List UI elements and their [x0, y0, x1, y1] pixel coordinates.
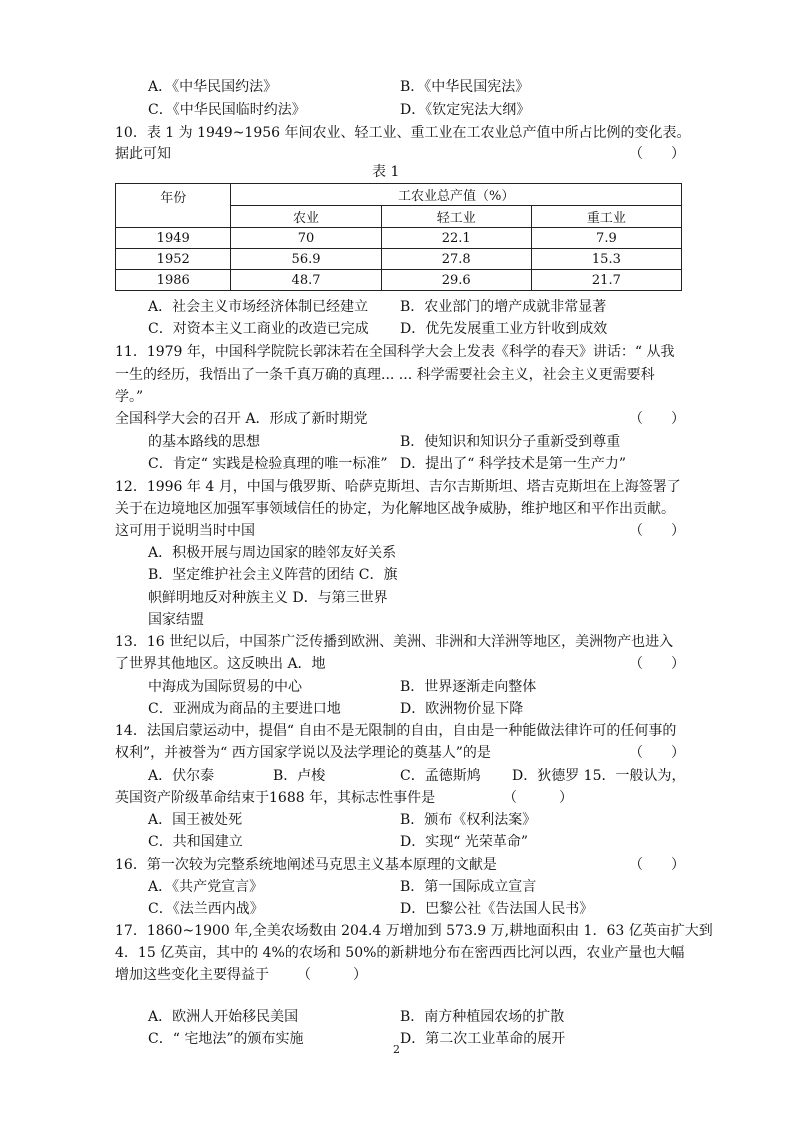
q12-option-cd: 帜鲜明地反对种族主义 D．与第三世界 [148, 590, 388, 606]
q17-stem-line1: 17．1860~1900 年,全美农场数由 204.4 万增加到 573.9 万,耕地面积由 1．63 亿英亩扩大到 [115, 923, 713, 939]
q10-answer-paren: （ ） [629, 146, 685, 162]
q11-answer-paren: （ ） [629, 411, 685, 427]
table-cell: 21.7 [531, 270, 681, 291]
q13-stem-line1: 13．16 世纪以后，中国茶广泛传播到欧洲、美洲、非洲和大洋洲等地区，美洲物产也进入 [115, 634, 674, 650]
table-cell-year: 1949 [116, 228, 231, 249]
q14-option-a: A．伏尔泰 [148, 768, 215, 784]
q14-option-d: D．狄德罗 15．一般认为， [512, 768, 686, 784]
q15-answer-paren: （ ） [503, 790, 573, 806]
q15-option-b: B．颁布《权利法案》 [400, 812, 537, 828]
q16-option-b: B．第一国际成立宣言 [400, 879, 537, 895]
q11-stem-line1: 11．1979 年，中国科学院院长郭沫若在全国科学大会上发表《科学的春天》讲话：“ 从我 [115, 344, 675, 360]
q12-stem-line2: 关于在边境地区加强军事领域信任的协定，为化解地区战争威胁，维护地区和平作出贡献。 [115, 501, 675, 517]
table-header-year: 年份 [116, 184, 231, 228]
table-cell: 56.9 [231, 249, 381, 270]
q14-stem-line2: 权利”，并被誉为“ 西方国家学说以及法学理论的奠基人”的是 [115, 745, 491, 761]
q14-answer-paren: （ ） [629, 745, 685, 761]
q11-option-c: C．肯定“ 实践是检验真理的唯一标准” [148, 456, 388, 472]
table-cell: 70 [231, 228, 381, 249]
table-cell-year: 1952 [116, 249, 231, 270]
table-cell: 29.6 [381, 270, 531, 291]
q10-stem-line1: 10．表 1 为 1949~1956 年间农业、轻工业、重工业在工农业总产值中所占比例的变化表。 [115, 125, 691, 141]
table-caption: 表 1 [372, 164, 400, 180]
table-header-group: 工农业总产值（%） [231, 184, 682, 206]
table-cell: 48.7 [231, 270, 381, 291]
q17-option-a: A．欧洲人开始移民美国 [148, 1009, 299, 1025]
table-header-agriculture: 农业 [231, 206, 381, 228]
q17-option-d: D．第二次工业革命的展开 [400, 1031, 566, 1047]
q16-answer-paren: （ ） [629, 857, 685, 873]
q17-option-b: B．南方种植园农场的扩散 [400, 1009, 565, 1025]
q11-stem-line2: 一生的经历，我悟出了一条千真万确的真理... ... 科学需要社会主义，社会主义更需要科 [115, 367, 655, 383]
q14-option-b: B．卢梭 [273, 768, 326, 784]
q17-stem-line3: 增加这些变化主要得益于 [115, 967, 269, 983]
q12-option-d-cont: 国家结盟 [148, 612, 204, 628]
q10-option-a: A．社会主义市场经济体制已经建立 [148, 299, 369, 315]
table-header-heavy-industry: 重工业 [531, 206, 681, 228]
q10-option-c: C．对资本主义工商业的改造已完成 [148, 321, 369, 337]
q16-option-d: D．巴黎公社《告法国人民书》 [400, 901, 594, 917]
table-cell: 22.1 [381, 228, 531, 249]
table-header-light-industry: 轻工业 [381, 206, 531, 228]
q16-option-c: C．《法兰西内战》 [148, 901, 264, 917]
q10-stem-line2: 据此可知 [115, 146, 171, 162]
table-row [116, 228, 682, 249]
q9-option-c: C．《中华民国临时约法》 [148, 102, 306, 118]
q12-option-b: B．坚定维护社会主义阵营的团结 C．旗 [148, 567, 398, 583]
table-cell: 7.9 [531, 228, 681, 249]
q16-option-a: A．《共产党宣言》 [148, 879, 264, 895]
q13-option-c: C．亚洲成为商品的主要进口地 [148, 701, 341, 717]
q14-stem-line1: 14．法国启蒙运动中，提倡“ 自由不是无限制的自由，自由是一种能做法律许可的任何事的 [115, 723, 677, 739]
q12-stem-line3: 这可用于说明当时中国 [115, 523, 255, 539]
table-cell: 27.8 [381, 249, 531, 270]
q13-option-b: B．世界逐渐走向整体 [400, 679, 537, 695]
q12-stem-line1: 12．1996 年 4 月，中国与俄罗斯、哈萨克斯坦、吉尔吉斯斯坦、塔吉克斯坦在上海签署了 [115, 479, 681, 495]
q12-option-a: A．积极开展与周边国家的睦邻友好关系 [148, 545, 397, 561]
table-cell-year: 1986 [116, 270, 231, 291]
q10-option-d: D．优先发展重工业方针收到成效 [400, 321, 608, 337]
page-number: 2 [393, 1043, 400, 1056]
q14-option-c: C．孟德斯鸠 [400, 768, 481, 784]
q13-stem-line2: 了世界其他地区。这反映出 A．地 [115, 656, 326, 672]
production-table [115, 183, 682, 291]
q11-stem-line3: 学。” [115, 389, 144, 405]
q17-stem-line2: 4．15 亿英亩，其中的 4%的农场和 50%的新耕地分布在密西西比河以西，农业产量也大幅 [115, 945, 685, 961]
q15-option-a: A．国王被处死 [148, 812, 243, 828]
table-cell: 15.3 [531, 249, 681, 270]
q17-answer-paren: （ ） [297, 967, 367, 983]
q9-option-d: D．《钦定宪法大纲》 [400, 102, 531, 118]
q10-option-b: B．农业部门的增产成就非常显著 [400, 299, 607, 315]
q17-option-c: C．“ 宅地法”的颁布实施 [148, 1031, 304, 1047]
q9-option-b: B．《中华民国宪法》 [400, 79, 530, 95]
q13-option-a-cont: 中海成为国际贸易的中心 [148, 679, 302, 695]
q13-answer-paren: （ ） [629, 656, 685, 672]
q11-stem-line5: 的基本路线的思想 [148, 434, 260, 450]
q11-option-d: D．提出了“ 科学技术是第一生产力” [400, 456, 626, 472]
q16-stem-line1: 16．第一次较为完整系统地阐述马克思主义基本原理的文献是 [115, 857, 497, 873]
table-row [116, 249, 682, 270]
q15-stem-line1: 英国资产阶级革命结束于1688 年，其标志性事件是 [115, 790, 436, 806]
q13-option-d: D．欧洲物价显下降 [400, 701, 524, 717]
table-row [116, 270, 682, 291]
q15-option-d: D．实现“ 光荣革命” [400, 834, 528, 850]
q9-option-a: A．《中华民国约法》 [148, 79, 278, 95]
q12-answer-paren: （ ） [629, 523, 685, 539]
q11-stem-line4: 全国科学大会的召开 A．形成了新时期党 [115, 411, 368, 427]
q15-option-c: C．共和国建立 [148, 834, 243, 850]
q11-option-b: B．使知识和知识分子重新受到尊重 [400, 434, 621, 450]
